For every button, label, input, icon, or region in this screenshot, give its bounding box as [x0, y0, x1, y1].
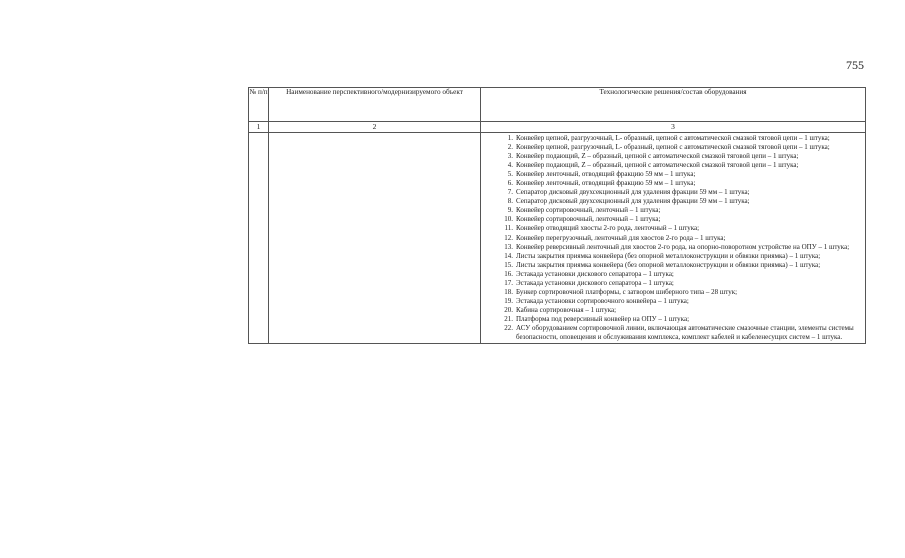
list-item-text: Конвейер цепной, разгрузочный, L- образный, цепной с автоматической смазкой тяговой цепи – 1 штука; — [516, 143, 830, 152]
list-item-text: Конвейер ленточный, отводящий фракцию 59 мм – 1 штука; — [516, 170, 696, 179]
list-item — [504, 215, 859, 224]
list-item-number: 2. — [507, 143, 513, 152]
list-item-text: Конвейер подающий, Z – образный, цепной с автоматической смазкой тяговой цепи – 1 штука; — [516, 152, 799, 161]
column-index-row — [249, 122, 866, 133]
list-item-number: 19. — [504, 296, 513, 305]
list-item — [507, 134, 859, 143]
list-item-number: 9. — [507, 206, 513, 215]
list-item-text: Эстакада установки дискового сепаратора – 1 штука; — [516, 278, 674, 287]
list-item-text: Конвейер реверсивный ленточный для хвостов 2-го рода, на опорно-поворотном устройстве на ОПУ – 1 штука; — [516, 242, 850, 251]
list-item-number: 22. — [504, 323, 513, 332]
list-item-text: Конвейер подающий, Z – образный, цепной с автоматической смазкой тяговой цепи – 1 штука; — [516, 161, 799, 170]
list-item — [504, 287, 859, 297]
body-object-cell — [269, 133, 481, 344]
list-item-number: 10. — [504, 215, 513, 224]
list-item-number: 17. — [504, 278, 513, 287]
list-item — [507, 188, 859, 197]
list-item-number: 16. — [504, 269, 513, 278]
header-tech-solutions: Технологические решения/состав оборудования — [481, 88, 866, 122]
list-item-number: 15. — [504, 260, 513, 269]
column-index-2: 2 — [269, 122, 481, 133]
list-item-text: Сепаратор дисковый двухсекционный для удаления фракции 59 мм – 1 штука; — [516, 197, 750, 206]
list-item — [504, 278, 859, 288]
list-item — [504, 269, 859, 279]
list-item-text: Конвейер сортировочный, ленточный – 1 штука; — [516, 215, 661, 224]
list-item-number: 21. — [504, 314, 513, 323]
header-object-name: Наименование перспективного/модернизируемого объект — [269, 88, 481, 122]
list-item-text: Бункер сортировочной платформы, с затвором шиберного типа – 28 штук; — [516, 287, 738, 296]
header-row — [249, 88, 866, 122]
list-item-number: 4. — [507, 161, 513, 170]
column-index-3: 3 — [481, 122, 866, 133]
list-item-text: Платформа под реверсивный конвейер на ОПУ – 1 штука; — [516, 314, 690, 323]
column-index-1: 1 — [249, 122, 269, 133]
list-item — [507, 143, 859, 152]
list-item — [504, 242, 859, 252]
list-item-number: 3. — [507, 152, 513, 161]
list-item-text: Конвейер сортировочный, ленточный – 1 штука; — [516, 206, 661, 215]
list-item-text: АСУ оборудованием сортировочной линии, включающая автоматические смазочные станции, элементы системы безопасности, оповещения и обслуживания комплекса, комплект кабелей и кабеленесущих систем – 1 штука. — [516, 323, 854, 342]
list-item — [504, 260, 859, 270]
list-item — [504, 224, 859, 233]
list-item — [504, 296, 859, 306]
list-item-number: 6. — [507, 179, 513, 188]
page-number: 755 — [846, 58, 864, 72]
list-item-number: 1. — [507, 134, 513, 142]
header-number: № п/п — [249, 88, 269, 122]
equipment-list — [504, 133, 865, 343]
list-item-text: Листы закрытия приямка конвейера (без опорной металлоконструкции и обвязки приямка) – 1 штука; — [516, 260, 821, 269]
list-item-number: 7. — [507, 188, 513, 197]
list-item-text: Кабина сортировочная – 1 штука; — [516, 305, 617, 314]
list-item — [507, 206, 859, 215]
list-item-number: 5. — [507, 170, 513, 179]
list-item-text: Сепаратор дисковый двухсекционный для удаления фракции 59 мм – 1 штука; — [516, 188, 750, 197]
list-item — [504, 314, 859, 324]
list-item — [507, 152, 859, 161]
list-item-text: Эстакада установки дискового сепаратора – 1 штука; — [516, 269, 674, 278]
list-item-number: 20. — [504, 305, 513, 314]
list-item-text: Конвейер ленточный, отводящий фракцию 59 мм – 1 штука; — [516, 179, 696, 188]
body-row — [249, 133, 866, 344]
list-item-number: 18. — [504, 287, 513, 296]
list-item-number: 14. — [504, 251, 513, 260]
list-item — [507, 197, 859, 206]
list-item-text: Конвейер цепной, разгрузочный, L- образный, цепной с автоматической смазкой тяговой цепи – 1 штука; — [516, 134, 830, 142]
list-item-text: Конвейер перегрузочный, ленточный для хвостов 2-го рода – 1 штука; — [516, 233, 726, 242]
list-item-text: Конвейер отводящий хвосты 2-го рода, ленточный – 1 штука; — [516, 224, 700, 233]
list-item-number: 11. — [504, 224, 513, 233]
list-item — [507, 170, 859, 179]
list-item — [504, 323, 859, 342]
list-item — [504, 233, 859, 243]
list-item-text: Листы закрытия приямка конвейера (без опорной металлоконструкции и обвязки приямка) – 1 штука; — [516, 251, 821, 260]
list-item-text: Эстакада установки сортировочного конвейера – 1 штука; — [516, 296, 689, 305]
list-item — [507, 161, 859, 170]
list-item — [507, 179, 859, 188]
list-item-number: 8. — [507, 197, 513, 206]
list-item — [504, 251, 859, 261]
equipment-table — [248, 87, 866, 344]
body-number-cell — [249, 133, 269, 344]
list-item-number: 12. — [504, 233, 513, 242]
list-item-number: 13. — [504, 242, 513, 251]
body-equipment-cell — [481, 133, 866, 344]
list-item — [504, 305, 859, 315]
